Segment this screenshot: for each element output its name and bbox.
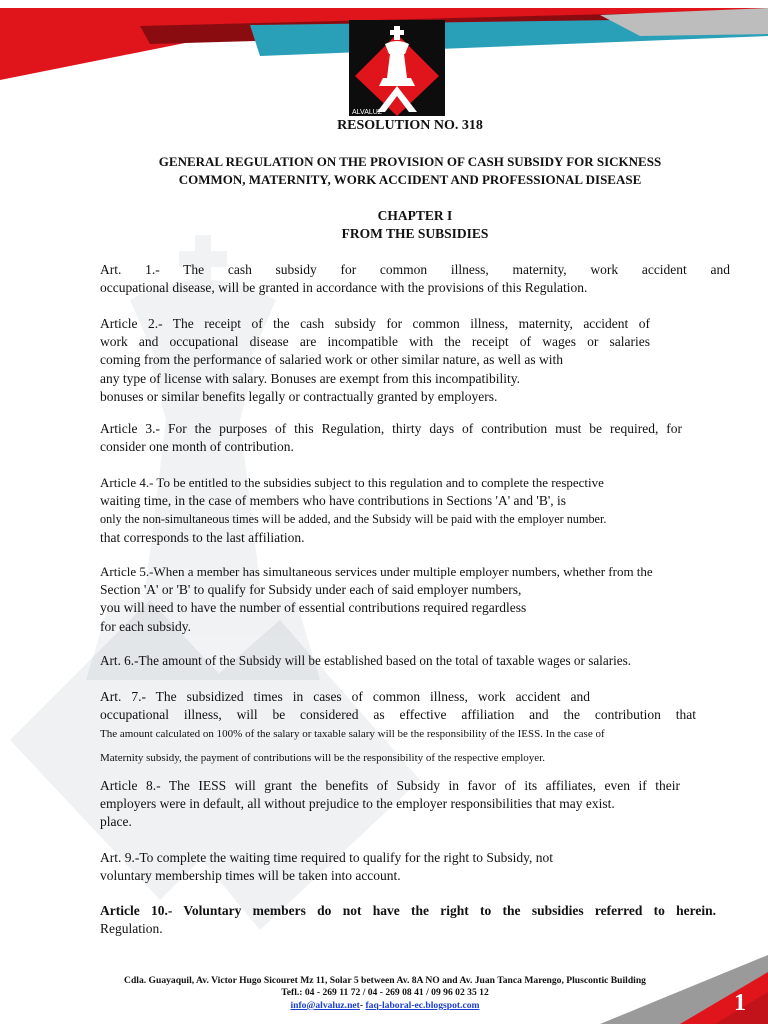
article-line: occupational disease, will be granted in accordance with the provisions of this Regulation. bbox=[100, 280, 588, 296]
article-line: for each subsidy. bbox=[100, 618, 191, 634]
article-9 bbox=[100, 849, 730, 885]
article-line: Article 4.- To be entitled to the subsidies subject to this regulation and to complete the respective bbox=[100, 475, 604, 490]
article-8 bbox=[100, 777, 680, 832]
article-line: employers were in default, all without prejudice to the employer responsibilities that may exist. bbox=[100, 796, 615, 812]
article-line: any type of license with salary. Bonuses are exempt from this incompatibility. bbox=[100, 370, 521, 386]
article-line: voluntary membership times will be taken into account. bbox=[100, 868, 401, 884]
page-number: 1 bbox=[734, 990, 746, 1016]
article-line: Article 3.- For the purposes of this Regulation, thirty days of contribution must be required, for bbox=[100, 421, 682, 436]
article-2 bbox=[100, 315, 650, 406]
regulation-heading-line: GENERAL REGULATION ON THE PROVISION OF CASH SUBSIDY FOR SICKNESS bbox=[158, 154, 662, 169]
article-line: coming from the performance of salaried work or other similar nature, as well as with bbox=[100, 352, 563, 368]
article-line: Regulation. bbox=[100, 921, 163, 937]
article-line: work and occupational disease are incompatible with the receipt of wages or salaries bbox=[100, 334, 650, 350]
article-line: you will need to have the number of essential contributions required regardless bbox=[100, 600, 527, 616]
chapter-heading bbox=[250, 207, 580, 243]
regulation-heading-line: COMMON, MATERNITY, WORK ACCIDENT AND PROFESSIONAL DISEASE bbox=[178, 172, 642, 187]
article-line: bonuses or similar benefits legally or contractually granted by employers. bbox=[100, 388, 498, 404]
article-7 bbox=[100, 688, 696, 767]
article-line: Maternity subsidy, the payment of contributions will be the responsibility of the respective employer. bbox=[100, 751, 546, 764]
article-line: Article 2.- The receipt of the cash subsidy for common illness, maternity, accident of bbox=[100, 316, 650, 331]
contact-separator: - bbox=[359, 999, 364, 1011]
article-line: Art. 7.- The subsidized times in cases of common illness, work accident and bbox=[100, 689, 590, 704]
logo-brand-text: ALVALUZ bbox=[352, 109, 383, 116]
email-link[interactable]: info@alvaluz.net bbox=[290, 999, 360, 1011]
article-1 bbox=[100, 261, 730, 297]
article-line: Article 8.- The IESS will grant the benefits of Subsidy in favor of its affiliates, even if their bbox=[100, 778, 680, 793]
article-line: only the non-simultaneous times will be added, and the Subsidy will be paid with the employer number. bbox=[100, 512, 607, 527]
article-line: consider one month of contribution. bbox=[100, 439, 294, 455]
article-4 bbox=[100, 474, 730, 547]
chapter-name: FROM THE SUBSIDIES bbox=[341, 226, 489, 241]
article-line: Section 'A' or 'B' to qualify for Subsidy under each of said employer numbers, bbox=[100, 582, 522, 598]
article-6 bbox=[100, 652, 730, 670]
article-line: Article 10.- Voluntary members do not have the right to the subsidies referred to herein. bbox=[100, 903, 716, 918]
footer-contacts bbox=[60, 1000, 710, 1012]
regulation-heading bbox=[95, 153, 725, 189]
article-line: place. bbox=[100, 814, 132, 830]
article-line: occupational illness, will be considered as effective affiliation and the contribution that bbox=[100, 707, 696, 723]
article-line: Art. 1.- The cash subsidy for common illness, maternity, work accident and bbox=[100, 262, 730, 277]
document-title: RESOLUTION NO. 318 bbox=[337, 118, 483, 133]
article-line: that corresponds to the last affiliation. bbox=[100, 529, 305, 545]
article-line: The amount calculated on 100% of the salary or taxable salary will be the responsibility of the IESS. In the case of bbox=[100, 728, 605, 741]
article-5 bbox=[100, 563, 730, 636]
website-link[interactable]: faq-laboral-ec.blogspot.com bbox=[365, 999, 480, 1011]
article-line: Article 5.-When a member has simultaneous services under multiple employer numbers, whether from the bbox=[100, 564, 653, 579]
article-3 bbox=[100, 420, 682, 456]
article-line: waiting time, in the case of members who have contributions in Sections 'A' and 'B', is bbox=[100, 493, 567, 509]
article-line: Art. 9.-To complete the waiting time required to qualify for the right to Subsidy, not bbox=[100, 850, 553, 865]
page-footer bbox=[60, 975, 710, 1012]
article-10 bbox=[100, 902, 716, 938]
article-line: Art. 6.-The amount of the Subsidy will be established based on the total of taxable wages or salaries. bbox=[100, 653, 632, 668]
footer-phones: Tefl.: 04 - 269 11 72 / 04 - 269 08 41 / 09 96 02 35 12 bbox=[281, 987, 489, 999]
footer-address: Cdla. Guayaquil, Av. Victor Hugo Sicouret Mz 11, Solar 5 between Av. 8A NO and Av. Juan Tanca Marengo, Pluscontic Building bbox=[124, 975, 646, 986]
chapter-number: CHAPTER I bbox=[377, 208, 453, 223]
